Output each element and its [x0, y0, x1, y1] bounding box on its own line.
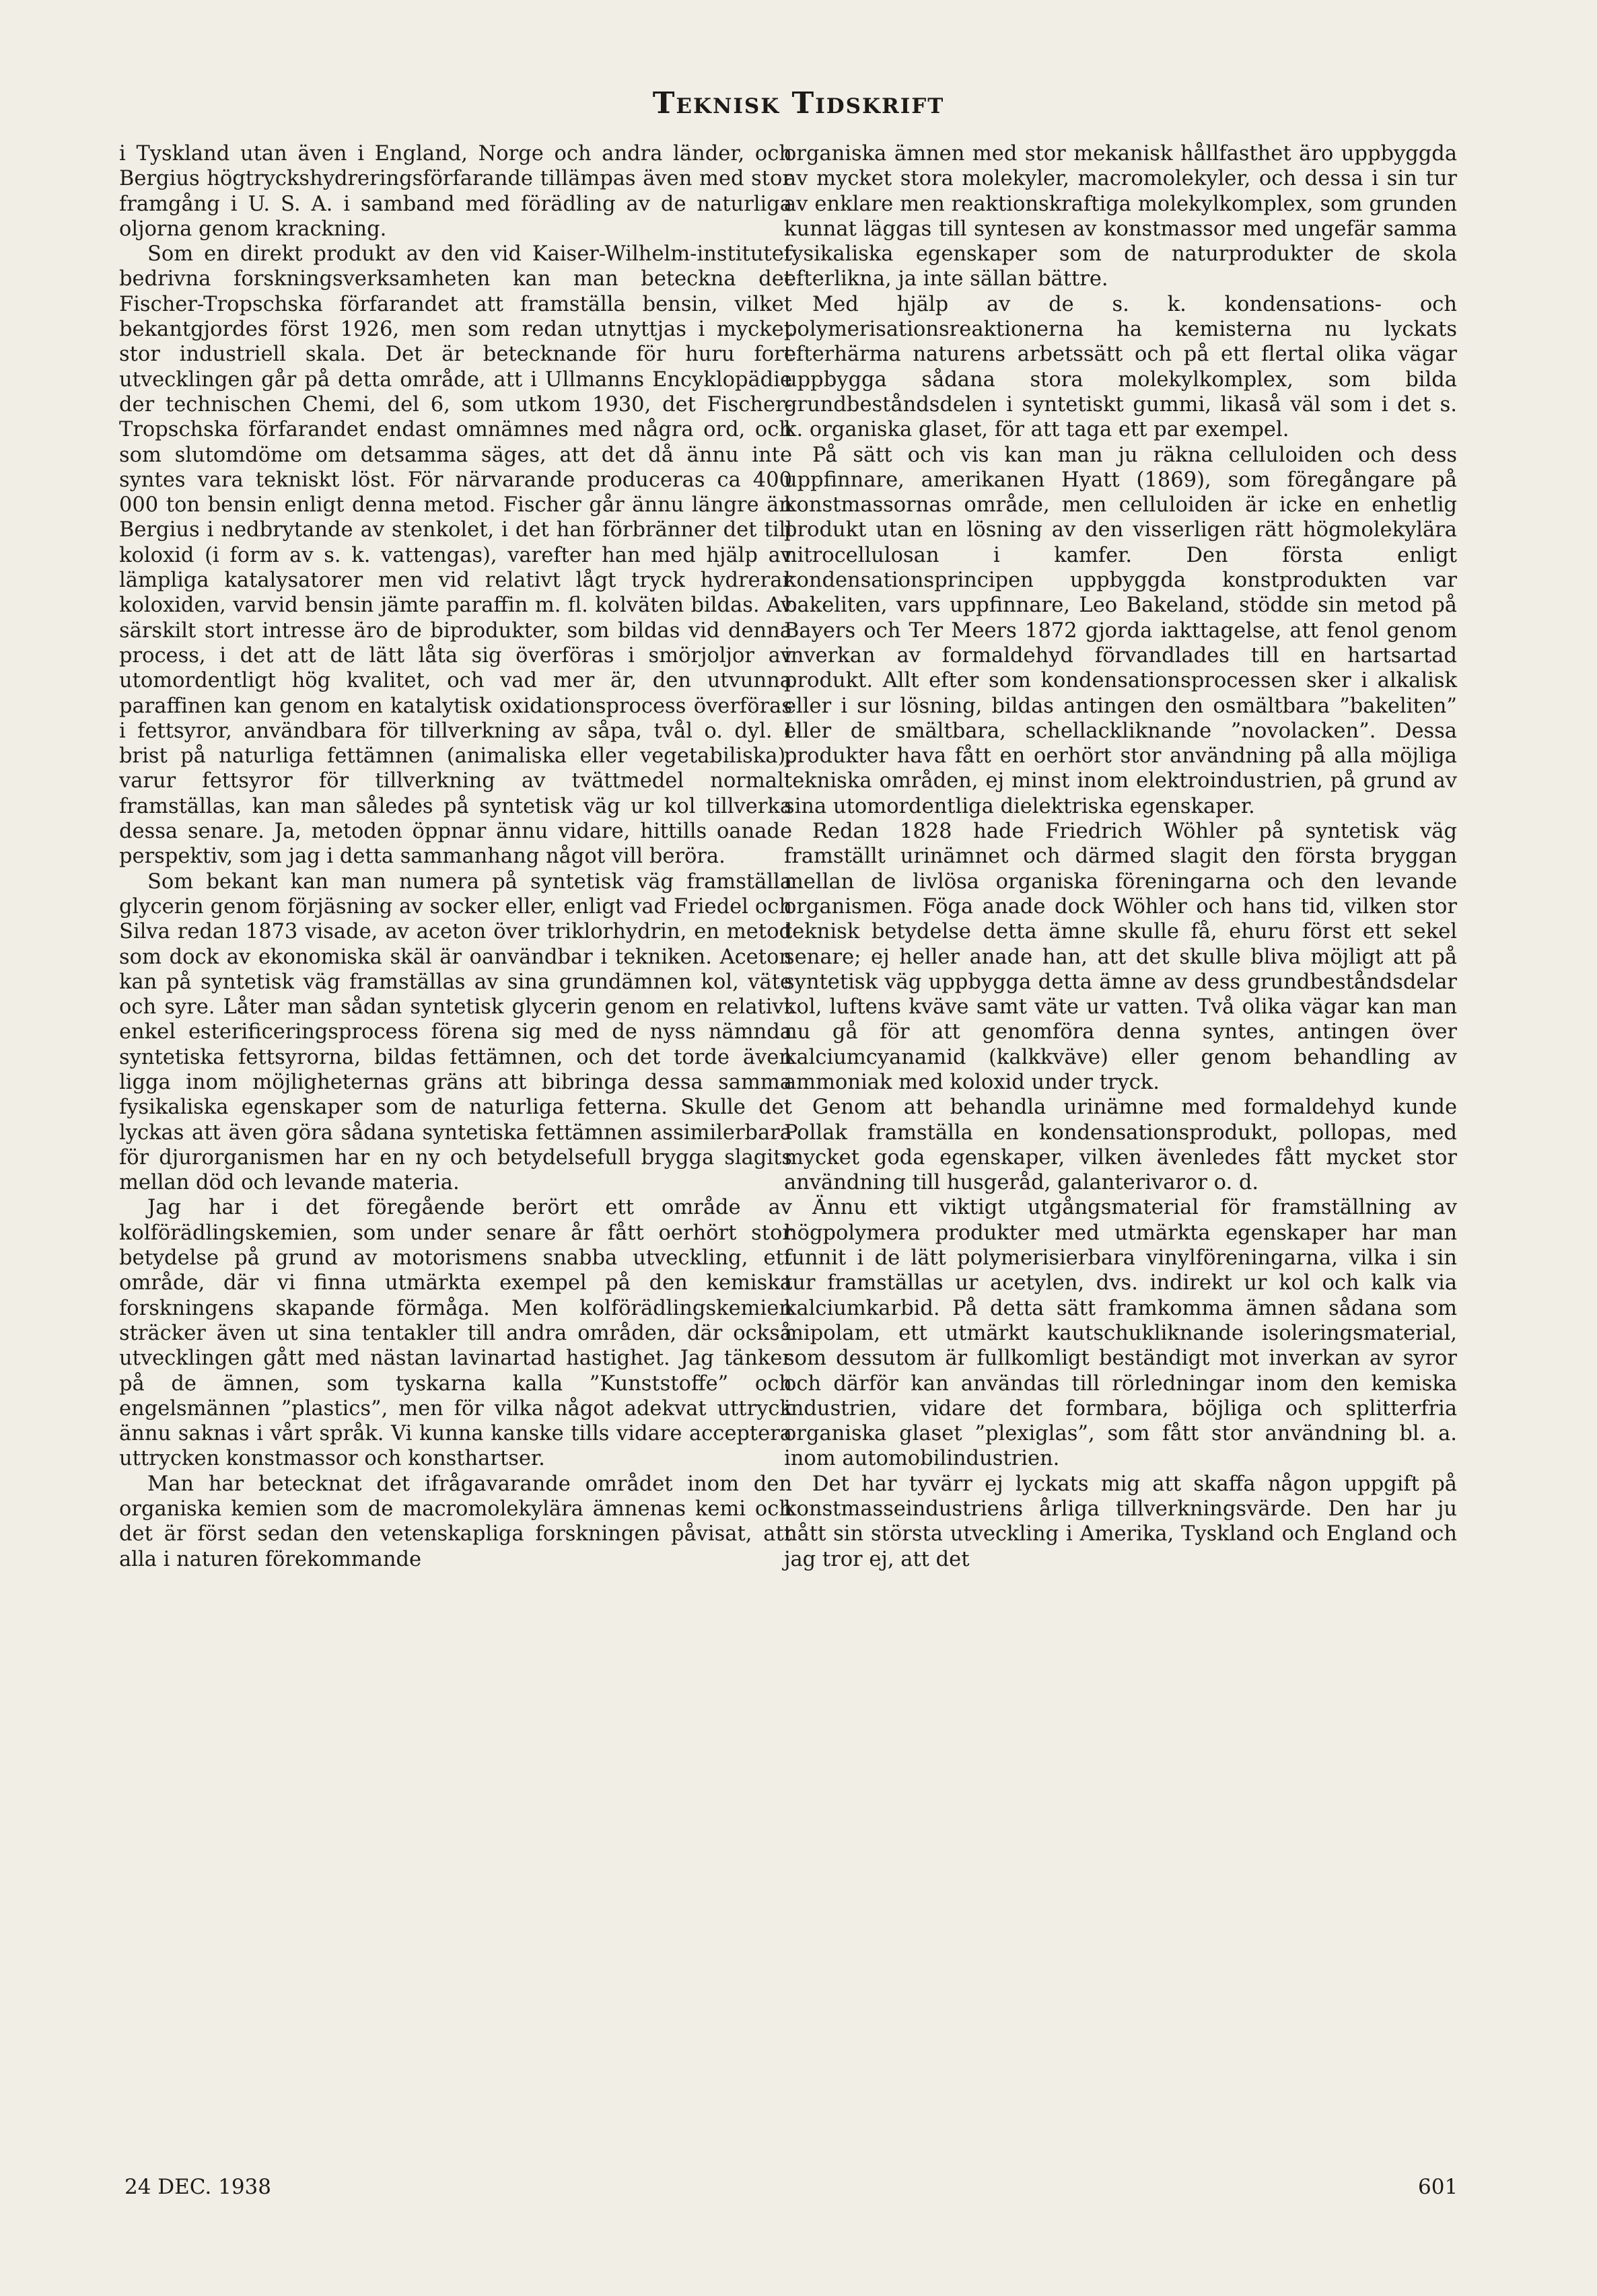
journal-title: Teknisk Tidskrift [652, 86, 945, 120]
paragraph: Redan 1828 hade Friedrich Wöhler på syntetisk väg framställt urinämnet och därmed slagit den första bryggan mellan de livlösa organiska föreningarna och den levande organismen. Föga anade dock Wöhler och hans tid, vilken stor teknisk betydelse detta ämne skulle få, ehuru först ett sekel senare; ej heller anade han, att det skulle bliva möjligt att på syntetisk väg uppbygga detta ämne av dess grundbeståndsdelar kol, luftens kväve samt väte ur vatten. Två olika vägar kan man nu gå för att genomföra denna syntes, antingen över kalciumcyanamid (kalkkväve) eller genom behandling av ammoniak med koloxid under tryck. [784, 820, 1457, 1094]
paragraph: i Tyskland utan även i England, Norge och andra länder, och Bergius högtryckshydreringsförfarande tillämpas även med stor framgång i U. S. A. i samband med förädling av de naturliga oljorna genom krackning. [119, 142, 792, 241]
page-number: 601 [1418, 2175, 1458, 2199]
left-column [119, 141, 792, 1572]
paragraph: På sätt och vis kan man ju räkna celluloiden och dess uppfinnare, amerikanen Hyatt (1869), som föregångare på konstmassornas område, men celluloiden är icke en enhetlig produkt utan en lösning av den visserligen rätt högmolekylära nitrocellulosan i kamfer. Den första enligt kondensationsprincipen uppbyggda konstprodukten var bakeliten, vars uppfinnare, Leo Bakeland, stödde sin metod på Bayers och Ter Meers 1872 gjorda iakttagelse, att fenol genom inverkan av formaldehyd förvandlades till en hartsartad produkt. Allt efter som kondensationsprocessen sker i alkalisk eller i sur lösning, bildas antingen den osmältbara ”bakeliten” eller de smältbara, schellackliknande ”novolacken”. Dessa produkter hava fått en oerhört stor användning på alla möjliga tekniska områden, ej minst inom elektroindustrien, på grund av sina utomordentliga dielektriska egenskaper. [784, 443, 1457, 818]
paragraph: Jag har i det föregående berört ett område av kolförädlingskemien, som under senare år fått oerhört stor betydelse på grund av motorismens snabba utveckling, ett område, där vi finna utmärkta exempel på den kemiska forskningens skapande förmåga. Men kolförädlingskemien sträcker även ut sina tentakler till andra områden, där också utvecklingen gått med nästan lavinartad hastighet. Jag tänker på de ämnen, som tyskarna kalla ”Kunststoffe” och engelsmännen ”plastics”, men för vilka något adekvat uttryck ännu saknas i vårt språk. Vi kunna kanske tills vidare acceptera uttrycken konstmassor och konsthartser. [119, 1196, 792, 1471]
paragraph: Ännu ett viktigt utgångsmaterial för framställning av högpolymera produkter med utmärkta egenskaper har man funnit i de lätt polymerisierbara vinylföreningarna, vilka i sin tur framställas ur acetylen, dvs. indirekt ur kol och kalk via kalciumkarbid. På detta sätt framkomma ämnen sådana som mipolam, ett utmärkt kautschukliknande isoleringsmaterial, som dessutom är fullkomligt beständigt mot inverkan av syror och därför kan användas till rörledningar inom den kemiska industrien, vidare det formbara, böjliga och splitterfria organiska glaset ”plexiglas”, som fått stor användning bl. a. inom automobilindustrien. [784, 1196, 1457, 1471]
paragraph: organiska ämnen med stor mekanisk hållfasthet äro uppbyggda av mycket stora molekyler, macromolekyler, och dessa i sin tur av enklare men reaktionskraftiga molekylkomplex, som grunden kunnat läggas till syntesen av konstmassor med ungefär samma fysikaliska egenskaper som de naturprodukter de skola efterlikna, ja inte sällan bättre. [784, 142, 1457, 291]
paragraph: Som en direkt produkt av den vid Kaiser-Wilhelm-institutet bedrivna forskningsverksamheten kan man beteckna det Fischer-Tropschska förfarandet att framställa bensin, vilket bekantgjordes först 1926, men som redan utnyttjas i mycket stor industriell skala. Det är betecknande för huru fort utvecklingen går på detta område, att i Ullmanns Encyklopädie der technischen Chemi, del 6, som utkom 1930, det Fischer-Tropschska förfarandet endast omnämnes med några ord, och som slutomdöme om detsamma säges, att det då ännu inte syntes vara tekniskt löst. För närvarande produceras ca 400 000 ton bensin enligt denna metod. Fischer går ännu längre än Bergius i nedbrytande av stenkolet, i det han förbränner det till koloxid (i form av s. k. vattengas), varefter han med hjälp av lämpliga katalysatorer men vid relativt lågt tryck hydrerar koloxiden, varvid bensin jämte paraffin m. fl. kolväten bildas. Av särskilt stort intresse äro de biprodukter, som bildas vid denna process, i det att de lätt låta sig överföras i smörjoljor av utomordentligt hög kvalitet, och vad mer är, den utvunna paraffinen kan genom en katalytisk oxidationsprocess överföras i fettsyror, användbara för tillverkning av såpa, tvål o. dyl. I brist på naturliga fettämnen (animaliska eller vegetabiliska), varur fettsyror för tillverkning av tvättmedel normalt framställas, kan man således på syntetisk väg ur kol tillverka dessa senare. Ja, metoden öppnar ännu vidare, hittills oanade perspektiv, som jag i detta sammanhang något vill beröra. [119, 242, 792, 869]
paragraph: Genom att behandla urinämne med formaldehyd kunde Pollak framställa en kondensationsprodukt, pollopas, med mycket goda egenskaper, vilken ävenledes fått mycket stor användning till husgeråd, galanterivaror o. d. [784, 1096, 1457, 1195]
paragraph: Som bekant kan man numera på syntetisk väg framställa glycerin genom förjäsning av socker eller, enligt vad Friedel och Silva redan 1873 visade, av aceton över triklorhydrin, en metod som dock av ekonomiska skäl är oanvändbar i tekniken. Aceton kan på syntetisk väg framställas av sina grundämnen kol, väte och syre. Låter man sådan syntetisk glycerin genom en relativt enkel esterificeringsprocess förena sig med de nyss nämnda syntetiska fettsyrorna, bildas fettämnen, och det torde även ligga inom möjligheternas gräns att bibringa dessa samma fysikaliska egenskaper som de naturliga fetterna. Skulle det lyckas att även göra sådana syntetiska fettämnen assimilerbara för djurorganismen har en ny och betydelsefull brygga slagits mellan död och levande materia. [119, 869, 792, 1195]
paragraph: Det har tyvärr ej lyckats mig att skaffa någon uppgift på konstmasseindustriens årliga tillverkningsvärde. Den har ju nått sin största utveckling i Amerika, Tyskland och England och jag tror ej, att det [784, 1472, 1457, 1571]
issue-date: 24 DEC. 1938 [125, 2175, 271, 2199]
paragraph: Med hjälp av de s. k. kondensations- och polymerisationsreaktionerna ha kemisterna nu lyckats efterhärma naturens arbetssätt och på ett flertal olika vägar uppbygga sådana stora molekylkomplex, som bilda grundbeståndsdelen i syntetiskt gummi, likaså väl som i det s. k. organiska glaset, för att taga ett par exempel. [784, 292, 1457, 442]
right-column [784, 141, 1457, 1572]
paragraph: Man har betecknat det ifrågavarande området inom den organiska kemien som de macromolekylära ämnenas kemi och det är först sedan den vetenskapliga forskningen påvisat, att alla i naturen förekommande [119, 1472, 792, 1571]
